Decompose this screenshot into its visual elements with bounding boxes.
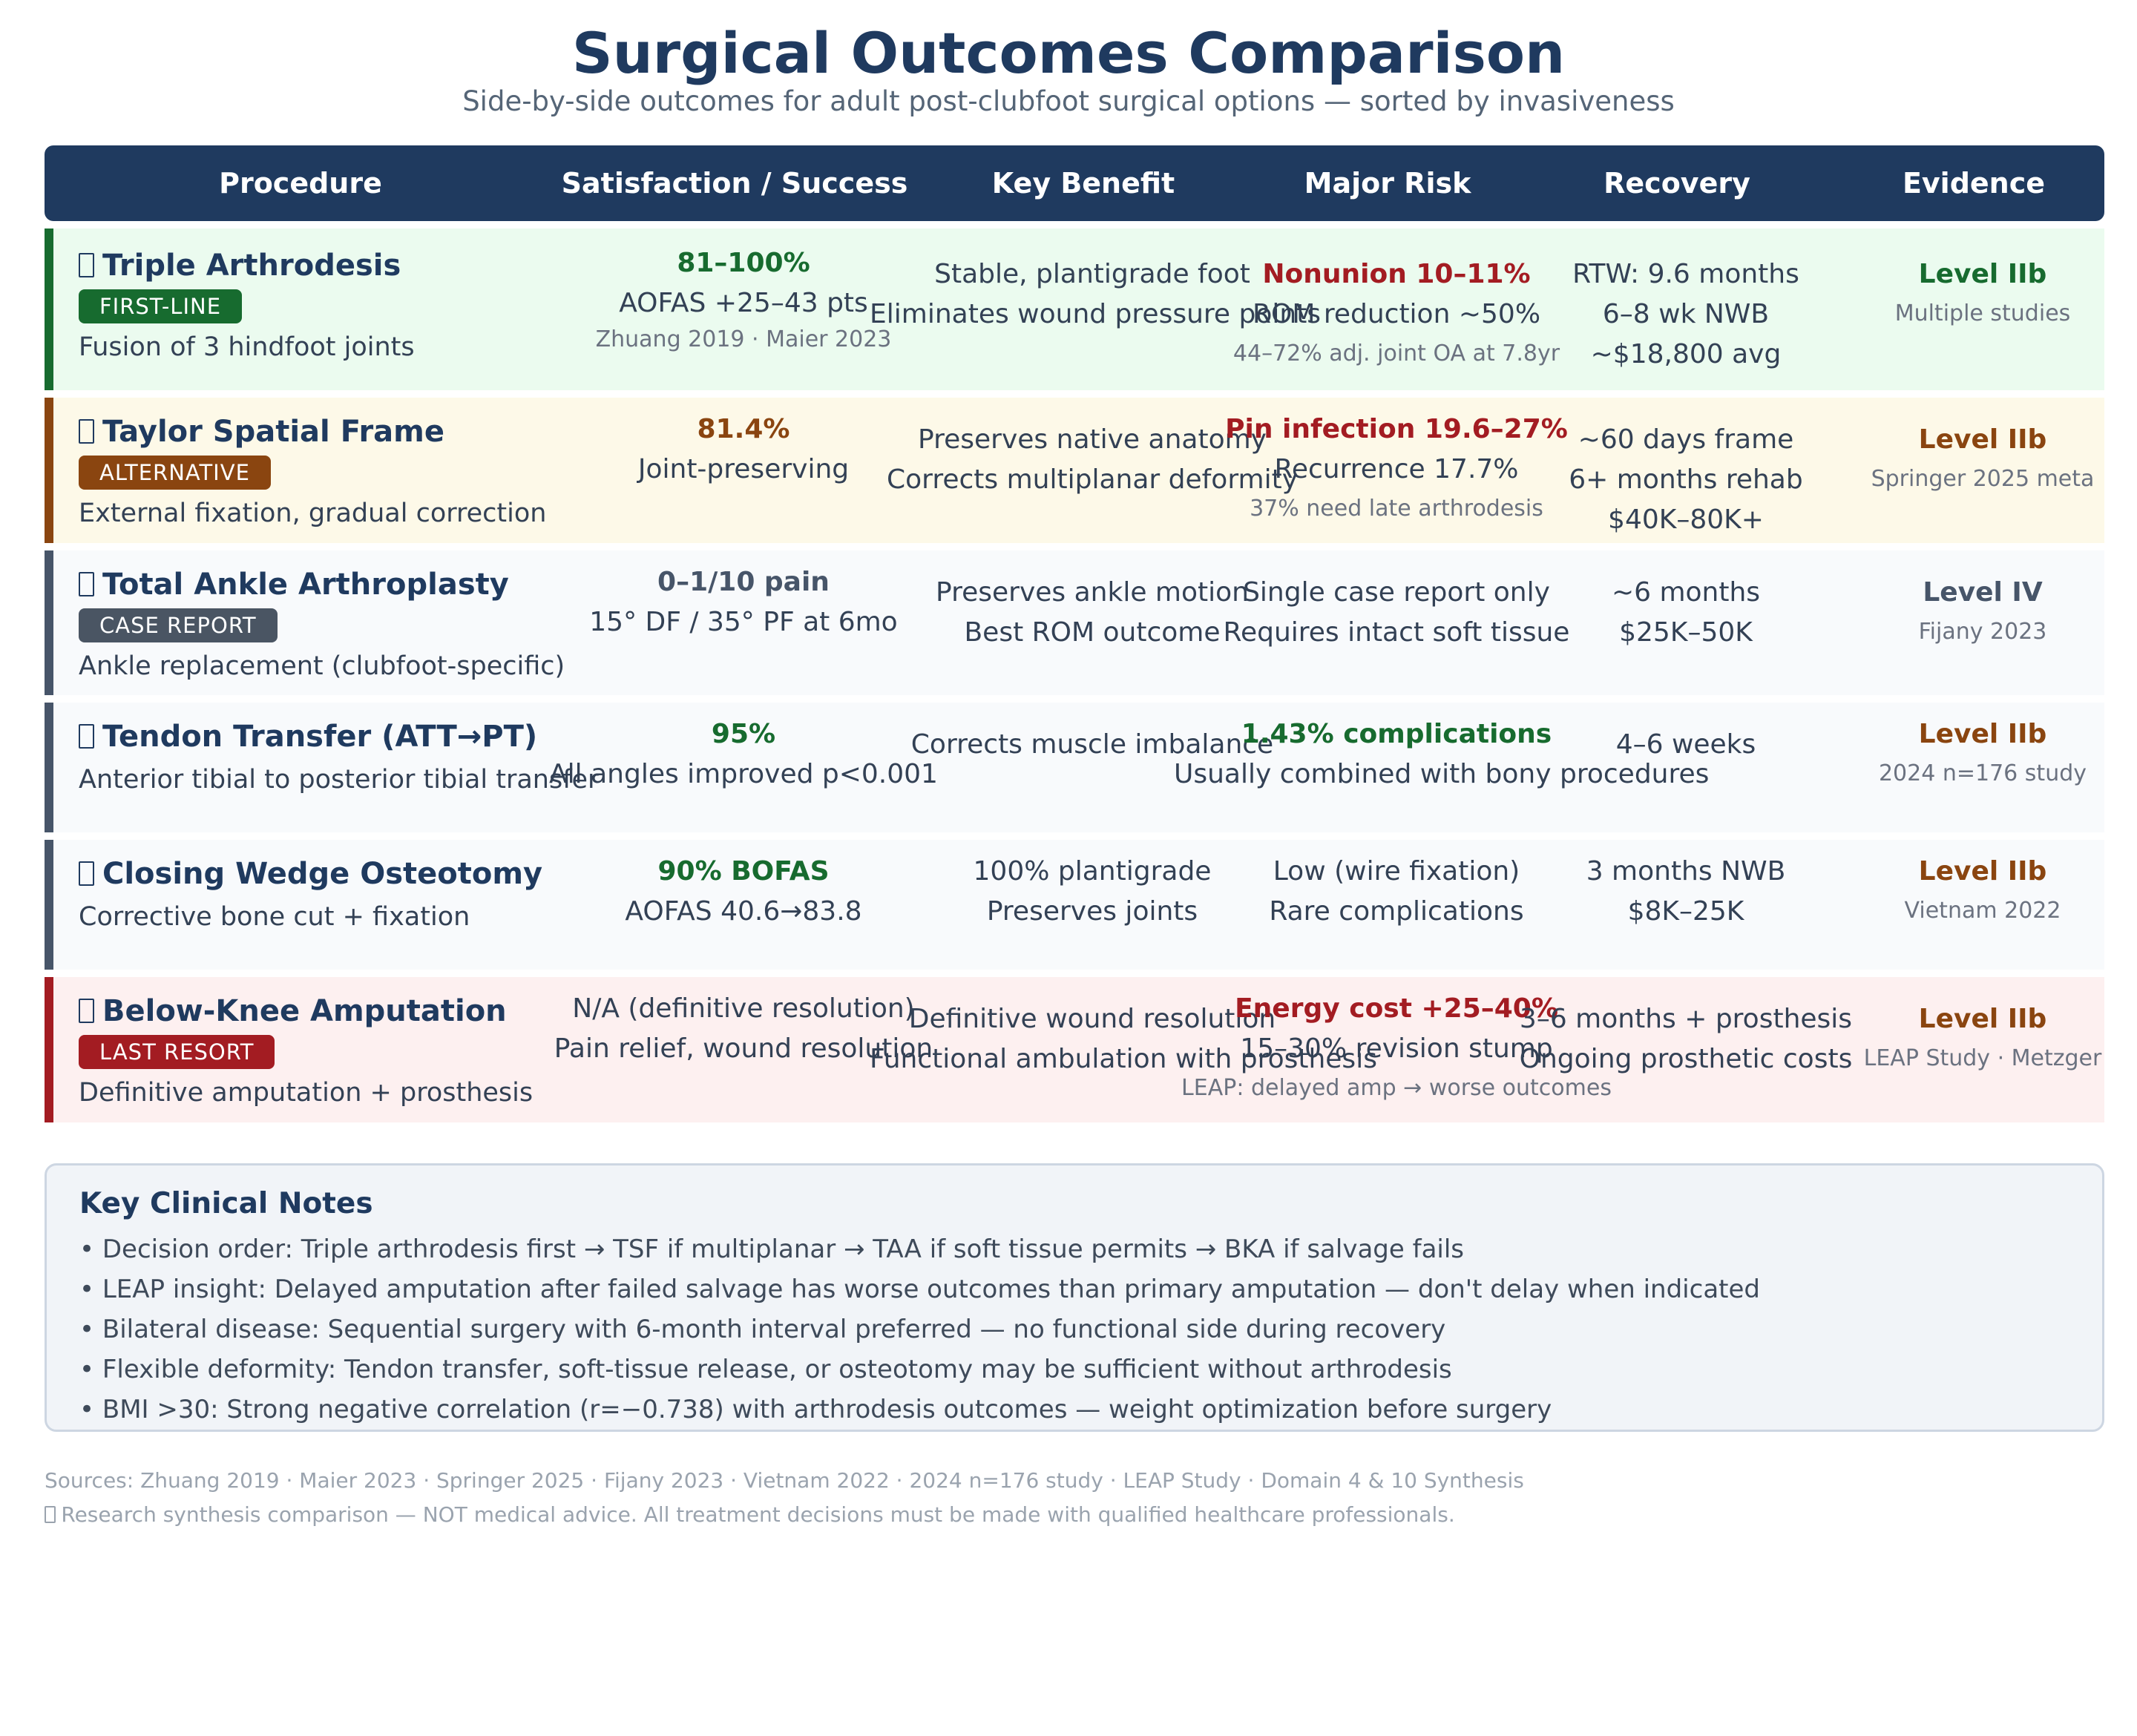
column-header-satisfaction: Satisfaction / Success [561, 167, 908, 200]
procedure-description: Definitive amputation + prosthesis [79, 1078, 534, 1108]
satisfaction-secondary: AOFAS +25–43 pts [619, 288, 868, 318]
badge-alternative: ALTERNATIVE [79, 456, 271, 490]
satisfaction-note: Zhuang 2019 · Maier 2023 [595, 326, 892, 352]
evidence-cell [1760, 999, 2137, 1078]
missing-glyph-icon [79, 999, 94, 1023]
benefit-line: Preserves ankle motion [936, 577, 1249, 608]
satisfaction-secondary: Joint-preserving [637, 454, 850, 484]
procedure-description: Fusion of 3 hindfoot joints [79, 332, 415, 362]
evidence-cell [1760, 852, 2137, 930]
table-row [45, 977, 2104, 1122]
benefit-line: Definitive wound resolution [908, 1004, 1276, 1034]
sources-footer: Sources: Zhuang 2019 · Maier 2023 · Springer 2025 · Fijany 2023 · Vietnam 2022 · 2024 n=176 study · LEAP Study · Domain 4 & 10 Synthesis [45, 1468, 1524, 1493]
evidence-cell [1760, 254, 2137, 333]
note-item: • Decision order: Triple arthrodesis first → TSF if multiplanar → TAA if soft tissue permits → BKA if salvage fails [79, 1234, 1465, 1264]
recovery-line: $25K–50K [1619, 617, 1753, 648]
recovery-line: ~6 months [1611, 577, 1761, 608]
risk-line: Rare complications [1269, 896, 1524, 927]
benefit-line: Eliminates wound pressure points [870, 299, 1322, 329]
benefit-line: Functional ambulation with prosthesis [870, 1044, 1377, 1074]
evidence-cell [1760, 714, 2137, 793]
satisfaction-secondary: 15° DF / 35° PF at 6mo [589, 607, 898, 637]
column-header-evidence: Evidence [1902, 167, 2046, 200]
benefit-line: Stable, plantigrade foot [934, 259, 1250, 289]
risk-secondary: 15–30% revision stump [1240, 1033, 1553, 1064]
satisfaction-line: N/A (definitive resolution) [572, 993, 915, 1024]
procedure-description: Corrective bone cut + fixation [79, 902, 470, 932]
satisfaction-primary: 90% BOFAS [657, 856, 830, 887]
risk-primary: Pin infection 19.6–27% [1225, 414, 1568, 444]
evidence-source: Springer 2025 meta [1871, 466, 2095, 492]
table-row [45, 228, 2104, 390]
satisfaction-line: Pain relief, wound resolution [554, 1033, 933, 1064]
procedure-name: Closing Wedge Osteotomy [79, 852, 542, 896]
satisfaction-secondary: AOFAS 40.6→83.8 [625, 896, 862, 927]
procedure-name: Below-Knee Amputation [79, 989, 533, 1033]
recovery-line: 6+ months rehab [1569, 464, 1803, 495]
table-header [45, 145, 2104, 221]
badge-last-resort: LAST RESORT [79, 1035, 275, 1069]
benefit-line: Best ROM outcome [964, 617, 1221, 648]
satisfaction-primary: 81–100% [677, 248, 810, 278]
procedure-description: Anterior tibial to posterior tibial transfer [79, 765, 599, 795]
key-clinical-notes [45, 1163, 2104, 1432]
column-header-benefit: Key Benefit [991, 167, 1175, 200]
evidence-level: Level IIb [1918, 1004, 2047, 1034]
missing-glyph-icon [79, 861, 94, 886]
procedure-description: Ankle replacement (clubfoot-specific) [79, 651, 565, 681]
risk-line: Single case report only [1243, 577, 1550, 608]
table-row [45, 550, 2104, 695]
risk-line: Requires intact soft tissue [1223, 617, 1570, 648]
procedure-cell [79, 989, 533, 1114]
note-item: • LEAP insight: Delayed amputation after failed salvage has worse outcomes than primary amputation — don't delay when indicated [79, 1275, 1760, 1304]
comparison-table [45, 145, 2104, 1122]
table-row [45, 398, 2104, 543]
column-header-risk: Major Risk [1304, 167, 1471, 200]
risk-primary: Nonunion 10–11% [1262, 259, 1531, 289]
evidence-level: Level IIb [1918, 719, 2047, 749]
procedure-cell [79, 243, 415, 368]
satisfaction-primary: 95% [711, 719, 776, 749]
missing-glyph-icon [79, 253, 94, 277]
recovery-line: $8K–25K [1627, 896, 1744, 927]
satisfaction-primary: 81.4% [697, 414, 790, 444]
disclaimer-footer: Research synthesis comparison — NOT medical advice. All treatment decisions must be made with qualified healthcare professionals. [45, 1499, 1455, 1531]
evidence-level: Level IIb [1918, 856, 2047, 887]
evidence-source: Vietnam 2022 [1904, 898, 2061, 924]
procedure-name: Triple Arthrodesis [79, 243, 415, 288]
page-title: Surgical Outcomes Comparison [571, 20, 1566, 86]
evidence-level: Level IIb [1918, 424, 2047, 455]
missing-glyph-icon [79, 572, 94, 596]
evidence-cell [1760, 573, 2137, 651]
procedure-name: Total Ankle Arthroplasty [79, 562, 565, 607]
satisfaction-primary: 0–1/10 pain [657, 567, 830, 597]
page-subtitle: Side-by-side outcomes for adult post-clubfoot surgical options — sorted by invasiveness [462, 85, 1675, 117]
procedure-cell [79, 562, 565, 687]
evidence-level: Level IIb [1918, 259, 2047, 289]
risk-note: 44–72% adj. joint OA at 7.8yr [1232, 341, 1560, 366]
risk-note: 37% need late arthrodesis [1250, 496, 1543, 522]
risk-primary: Energy cost +25–40% [1235, 993, 1558, 1024]
risk-secondary: Recurrence 17.7% [1274, 454, 1519, 484]
risk-note: LEAP: delayed amp → worse outcomes [1181, 1075, 1612, 1101]
table-row [45, 840, 2104, 970]
recovery-line: ~$18,800 avg [1590, 339, 1782, 369]
note-item: • Flexible deformity: Tendon transfer, soft-tissue release, or osteotomy may be sufficient without arthrodesis [79, 1355, 1452, 1384]
recovery-line: $40K–80K+ [1608, 504, 1764, 535]
column-header-recovery: Recovery [1603, 167, 1750, 200]
evidence-level: Level IV [1923, 577, 2043, 608]
note-item: • Bilateral disease: Sequential surgery with 6-month interval preferred — no functional side during recovery [79, 1315, 1446, 1344]
benefit-line: Preserves joints [986, 896, 1198, 927]
recovery-line: Ongoing prosthetic costs [1519, 1044, 1853, 1074]
column-header-procedure: Procedure [219, 167, 382, 200]
procedure-name: Tendon Transfer (ATT→PT) [79, 714, 598, 759]
procedure-description: External fixation, gradual correction [79, 499, 547, 528]
missing-glyph-icon [79, 724, 94, 749]
recovery-line: 3 months NWB [1586, 856, 1786, 887]
note-item: • BMI >30: Strong negative correlation (r=−0.738) with arthrodesis outcomes — weight optimization before surgery [79, 1395, 1552, 1424]
benefit-line: Corrects multiplanar deformity [887, 464, 1298, 495]
badge-case-report: CASE REPORT [79, 608, 278, 642]
risk-secondary: ROM reduction ~50% [1252, 299, 1541, 329]
notes-title: Key Clinical Notes [79, 1187, 373, 1220]
missing-glyph-icon [45, 1506, 56, 1523]
evidence-source: Fijany 2023 [1918, 619, 2047, 645]
evidence-source: LEAP Study · Metzger [1863, 1045, 2102, 1071]
recovery-line: ~60 days frame [1578, 424, 1794, 455]
evidence-source: Multiple studies [1894, 300, 2071, 326]
benefit-line: 100% plantigrade [973, 856, 1212, 887]
risk-secondary: Usually combined with bony procedures [1174, 759, 1710, 789]
evidence-source: 2024 n=176 study [1878, 760, 2087, 786]
evidence-cell [1760, 420, 2137, 499]
procedure-name: Taylor Spatial Frame [79, 410, 546, 454]
recovery-line: 6–8 wk NWB [1602, 299, 1770, 329]
missing-glyph-icon [79, 419, 94, 444]
procedure-cell [79, 852, 542, 938]
badge-first-line: FIRST-LINE [79, 289, 242, 323]
recovery-line: 3–6 months + prosthesis [1519, 1004, 1853, 1034]
procedure-cell [79, 410, 546, 534]
recovery-line: RTW: 9.6 months [1572, 259, 1799, 289]
recovery-line: 4–6 weeks [1615, 729, 1756, 760]
risk-primary: 1.43% complications [1241, 719, 1552, 749]
benefit-line: Corrects muscle imbalance [910, 729, 1274, 760]
benefit-line: Preserves native anatomy [918, 424, 1267, 455]
table-row [45, 703, 2104, 832]
satisfaction-secondary: All angles improved p<0.001 [549, 759, 938, 789]
procedure-cell [79, 714, 598, 800]
risk-line: Low (wire fixation) [1273, 856, 1520, 887]
